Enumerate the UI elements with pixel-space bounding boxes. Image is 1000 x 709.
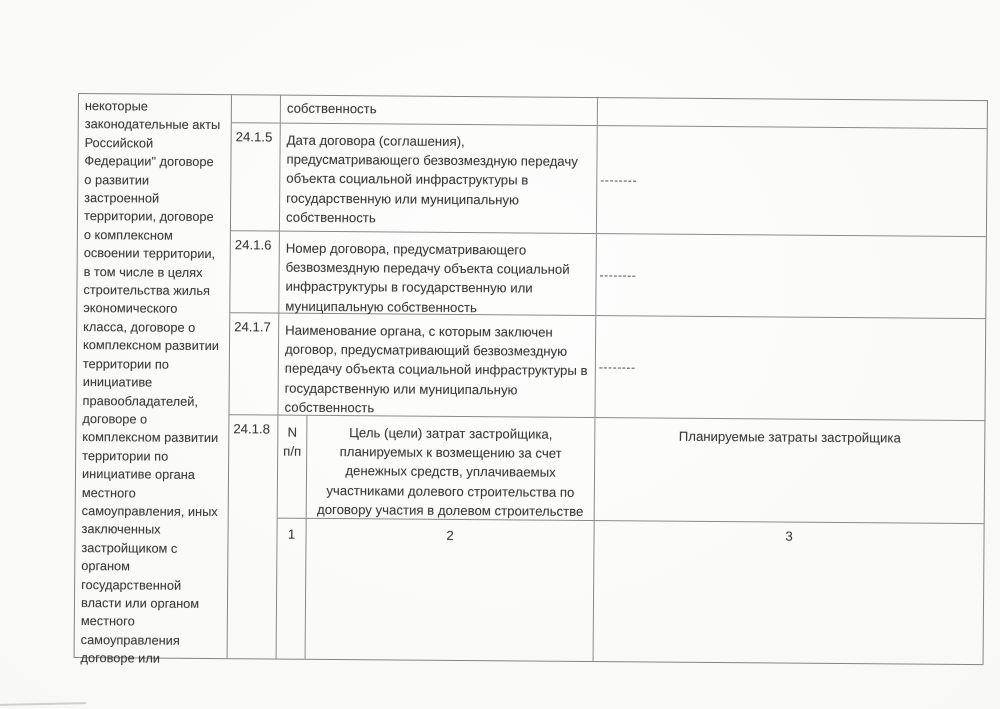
row-number: 24.1.5	[231, 123, 281, 230]
nested-header-row	[278, 416, 985, 525]
column-number-1: 1	[277, 519, 307, 659]
row-description: Дата договора (соглашения), предусматривающего безвозмездную передачу объекта социальной инфраструктуры в государственную или муниципальную собственность	[280, 124, 598, 233]
table-row-24-1-6	[230, 231, 986, 319]
planned-costs-header-cell: Планируемые затраты застройщика	[678, 428, 901, 446]
continuation-row-text: собственность	[281, 96, 598, 125]
row-value-dashes: --------	[599, 267, 637, 282]
left-continuation-cell: некоторые законодательные акты Российской Федерации" договоре о развитии застроенной территории, договоре о комплексном освоении территории, в том числе в целях строительства жилья экономического класса, договоре о комплексном развитии территории по инициативе правообладателей, договоре о комплексном развитии территории по инициативе органа местного самоуправления, иных заключенных застройщиком с органом государственной власти или органом местного самоуправления договоре или	[75, 94, 232, 658]
npp-header-cell: N п/п	[278, 416, 308, 518]
row-value-dashes: --------	[600, 172, 638, 187]
row-description: Номер договора, предусматривающего безвозмездную передачу объекта социальной инфраструктуры в государственную или муниципальную собственность	[279, 232, 597, 315]
table-row-24-1-5	[231, 123, 987, 237]
row-number: 24.1.7	[229, 313, 279, 414]
nested-numbering-row	[277, 519, 984, 665]
nested-costs-table	[277, 416, 985, 665]
continuation-row-number-cell	[232, 95, 281, 122]
row-description: Наименование органа, с которым заключен договор, предусматривающий безвозмездную передачу объекта социальной инфраструктуры в государственную или муниципальную собственность	[278, 314, 596, 417]
table-right-section	[228, 95, 987, 664]
table-row-24-1-8	[228, 415, 985, 664]
row-number: 24.1.6	[230, 231, 280, 312]
row-value-dashes: --------	[598, 359, 636, 374]
column-number-3: 3	[785, 528, 793, 544]
column-number-2: 2	[306, 519, 595, 661]
row-number: 24.1.8	[228, 415, 279, 658]
goal-header-cell: Цель (цели) затрат застройщика, планируемых к возмещению за счет денежных средств, уплачиваемых участниками долевого строительства по договору участия в долевом строительстве	[307, 416, 596, 520]
scan-edge-artifact	[0, 702, 86, 706]
continuation-row-value	[598, 98, 987, 128]
table-row-24-1-7	[229, 313, 985, 421]
document-table	[74, 93, 988, 665]
